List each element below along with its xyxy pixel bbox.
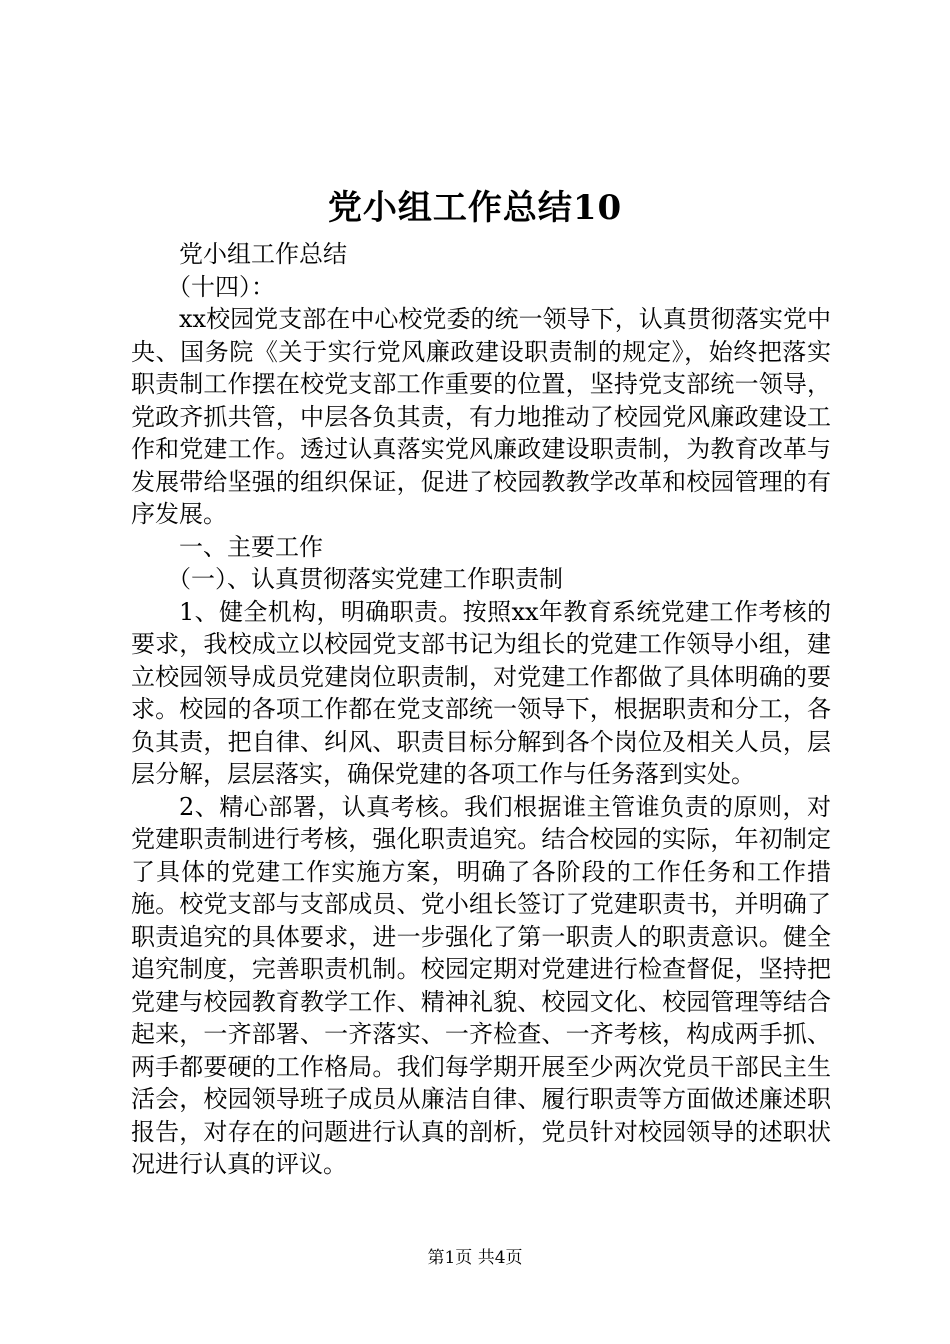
subsection-heading-1: （一）、认真贯彻落实党建工作职责制 (167, 565, 563, 593)
document-title: 党小组工作总结10 (327, 188, 623, 228)
paragraph-subtitle: 党小组工作总结 (179, 240, 347, 268)
section-heading-main-work: 一、主要工作 (179, 532, 323, 561)
document-body (131, 238, 831, 1181)
page-number-footer: 第1页 共4页 (427, 1248, 523, 1268)
paragraph-intro: xx校园党支部在中心校党委的统一领导下，认真贯彻落实党中央、国务院《关于实行党风廉政建设职责制的规定》，始终把落实职责制工作摆在校党支部工作重要的位置，坚持党支部统一领导，党政齐抓共管，中层各负其责，有力地推动了校园党风廉政建设工作和党建工作。透过认真落实党风廉政建设职责制，为教育改革与发展带给坚强的组织保证，促进了校园教教学改革和校园管理的有序发展。 (131, 305, 831, 528)
paragraph-number: （十四）： (167, 272, 275, 301)
paragraph-item-2: 2、精心部署，认真考核。我们根据谁主管谁负责的原则，对党建职责制进行考核，强化职责追究。结合校园的实际，年初制定了具体的党建工作实施方案，明确了各阶段的工作任务和工作措施。校党支部与支部成员、党小组长签订了党建职责书，并明确了职责追究的具体要求，进一步强化了第一职责人的职责意识。健全追究制度，完善职责机制。校园定期对党建进行检查督促，坚持把党建与校园教育教学工作、精神礼貌、校园文化、校园管理等结合起来，一齐部署、一齐落实、一齐检查、一齐考核，构成两手抓、两手都要硬的工作格局。我们每学期开展至少两次党员干部民主生活会，校园领导班子成员从廉洁自律、履行职责等方面做述廉述职报告，对存在的问题进行认真的剖析，党员针对校园领导的述职状况进行认真的评议。 (131, 792, 831, 1178)
paragraph-item-1: 1、健全机构，明确职责。按照xx年教育系统党建工作考核的要求，我校成立以校园党支部书记为组长的党建工作领导小组，建立校园领导成员党建岗位职责制，对党建工作都做了具体明确的要求。校园的各项工作都在党支部统一领导下，根据职责和分工，各负其责，把自律、纠风、职责目标分解到各个岗位及相关人员，层层分解，层层落实，确保党建的各项工作与任务落到实处。 (131, 597, 831, 788)
